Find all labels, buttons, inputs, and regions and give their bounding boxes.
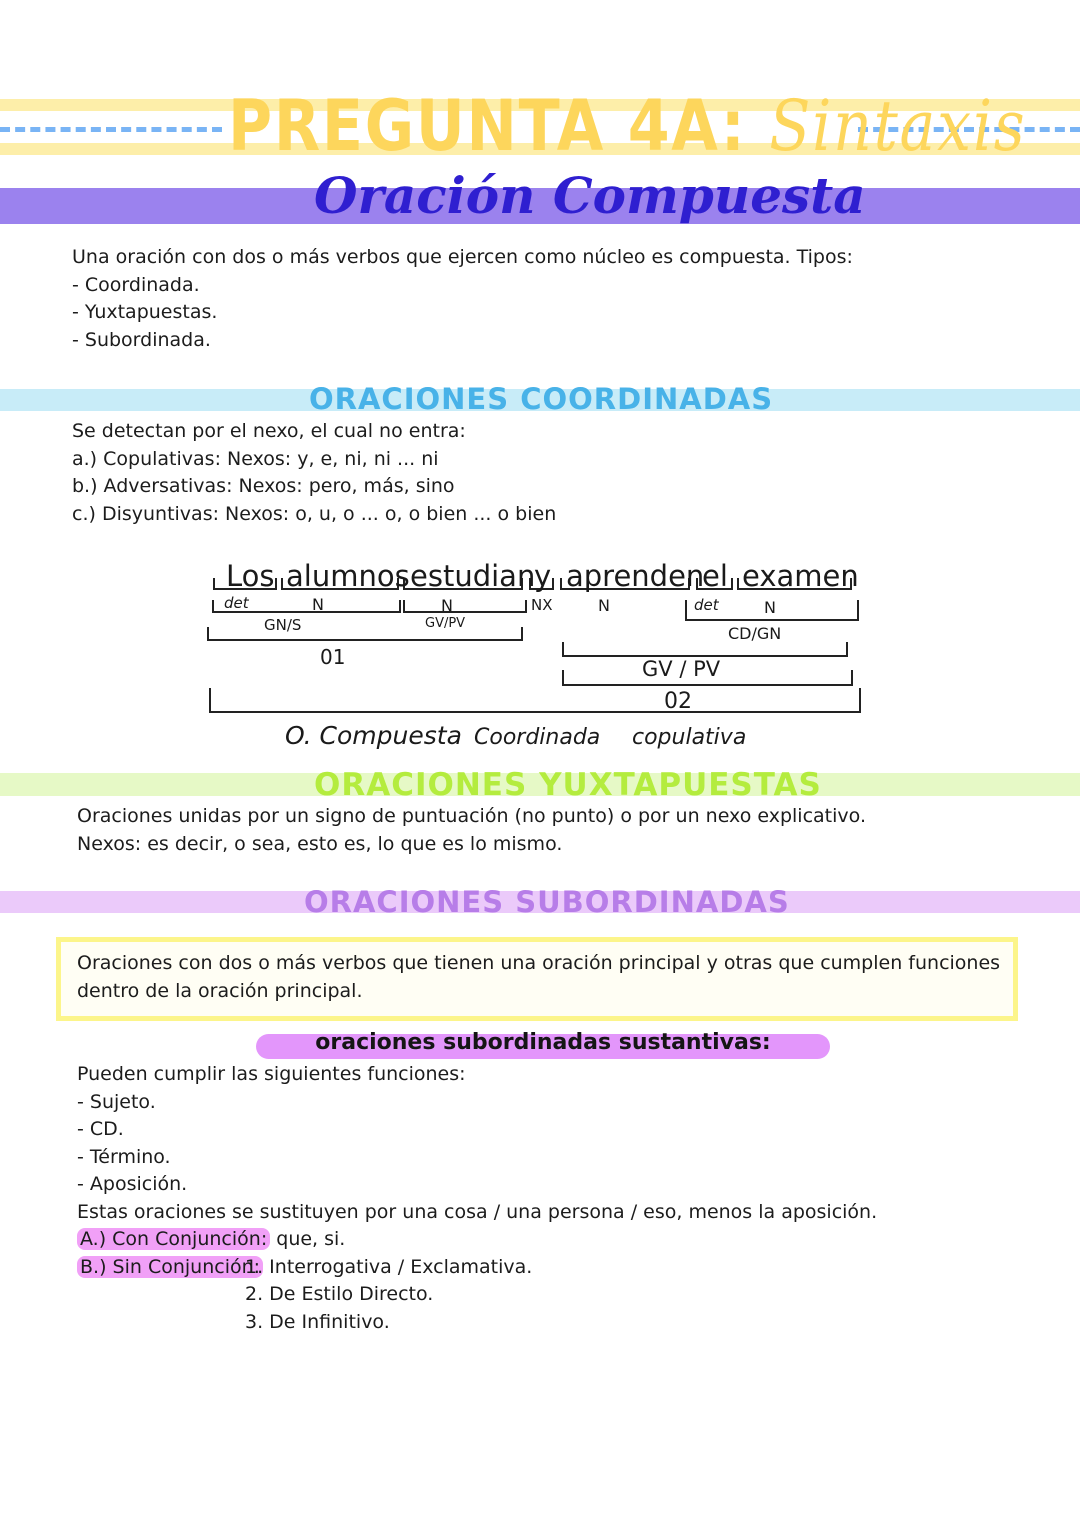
definition-line: Oraciones con dos o más verbos que tienen una oración principal y otras que cumplen funciones — [77, 952, 1001, 974]
sin-conjuncion-item: 1. Interrogativa / Exclamativa. — [245, 1255, 533, 1278]
function-item: - Aposición. — [77, 1173, 188, 1195]
function-item: - Término. — [77, 1145, 171, 1168]
diagram-caption: Coordinada — [474, 725, 601, 750]
sin-conjuncion-item: 2. De Estilo Directo. — [245, 1283, 434, 1305]
label-o1: 01 — [320, 645, 346, 669]
intro-text: Una oración con dos o más verbos que ejercen como núcleo es compuesta. Tipos: — [72, 246, 853, 268]
page-title-main: PREGUNTA 4A: — [228, 85, 747, 167]
definition-text — [77, 950, 1000, 1005]
page-subtitle: Oración Compuesta — [314, 166, 866, 225]
diagram-word: alumnos — [286, 559, 410, 593]
label-gv-pv: GV / PV — [642, 657, 721, 681]
sin-conjuncion-line — [77, 1254, 877, 1282]
intro-item: - Subordinada. — [72, 328, 211, 351]
label-det: det — [694, 596, 719, 614]
diagram-caption: copulativa — [632, 725, 747, 750]
yuxtapuestas-line: Oraciones unidas por un signo de puntuación (no punto) o por un nexo explicativo. — [77, 805, 866, 827]
function-item: - CD. — [77, 1118, 124, 1140]
sustantivas-heading: oraciones subordinadas sustantivas: — [315, 1030, 771, 1055]
diagram-word: el — [702, 559, 728, 593]
con-conjuncion-text: que, si. — [270, 1228, 346, 1250]
sustantivas-block — [77, 1061, 877, 1336]
label-n: N — [312, 595, 324, 614]
sin-conjuncion-label: B.) Sin Conjunción: — [77, 1256, 263, 1278]
sustantivas-intro: Pueden cumplir las siguientes funciones: — [77, 1063, 466, 1085]
subordinadas-heading: ORACIONES SUBORDINADAS — [304, 885, 790, 919]
page-title-script: Sintaxis — [769, 85, 1027, 167]
coordinadas-line: Se detectan por el nexo, el cual no entra: — [72, 420, 466, 442]
intro-item: - Yuxtapuestas. — [72, 301, 218, 323]
sustantivas-note: Estas oraciones se sustituyen por una cosa / una persona / eso, menos la aposición. — [77, 1200, 878, 1223]
label-gn-s: GN/S — [264, 616, 302, 634]
yuxtapuestas-line: Nexos: es decir, o sea, esto es, lo que es lo mismo. — [77, 832, 563, 855]
definition-line: dentro de la oración principal. — [77, 979, 363, 1002]
label-nx: NX — [531, 596, 553, 614]
coordinadas-line: a.) Copulativas: Nexos: y, e, ni, ni ... ni — [72, 447, 439, 470]
label-det: det — [224, 594, 249, 612]
function-item: - Sujeto. — [77, 1090, 156, 1113]
label-cd-gn: CD/GN — [728, 624, 782, 643]
label-n: N — [441, 596, 453, 615]
diagram-word: examen — [742, 559, 859, 593]
label-o2: 02 — [664, 689, 692, 714]
intro-item: - Coordinada. — [72, 273, 200, 296]
coordinadas-line: c.) Disyuntivas: Nexos: o, u, o ... o, o bien ... o bien — [72, 502, 557, 525]
label-n: N — [764, 598, 776, 617]
yuxtapuestas-heading: ORACIONES YUXTAPUESTAS — [314, 767, 822, 803]
diagram-word: estudian — [410, 559, 536, 593]
yuxtapuestas-block — [77, 803, 866, 858]
diagram-word: Los — [226, 559, 275, 593]
sin-conjuncion-item: 3. De Infinitivo. — [245, 1310, 390, 1333]
con-conjuncion-line — [77, 1226, 877, 1254]
syntax-diagram — [0, 0, 1080, 760]
label-gv-pv: GV/PV — [425, 616, 466, 631]
diagram-word: aprenden — [566, 559, 705, 593]
coordinadas-line: b.) Adversativas: Nexos: pero, más, sino — [72, 475, 455, 497]
coordinadas-heading: ORACIONES COORDINADAS — [309, 382, 774, 416]
label-n: N — [598, 596, 610, 615]
con-conjuncion-label: A.) Con Conjunción: — [77, 1228, 270, 1250]
diagram-caption: O. Compuesta — [285, 721, 462, 750]
diagram-word: y — [534, 559, 552, 593]
